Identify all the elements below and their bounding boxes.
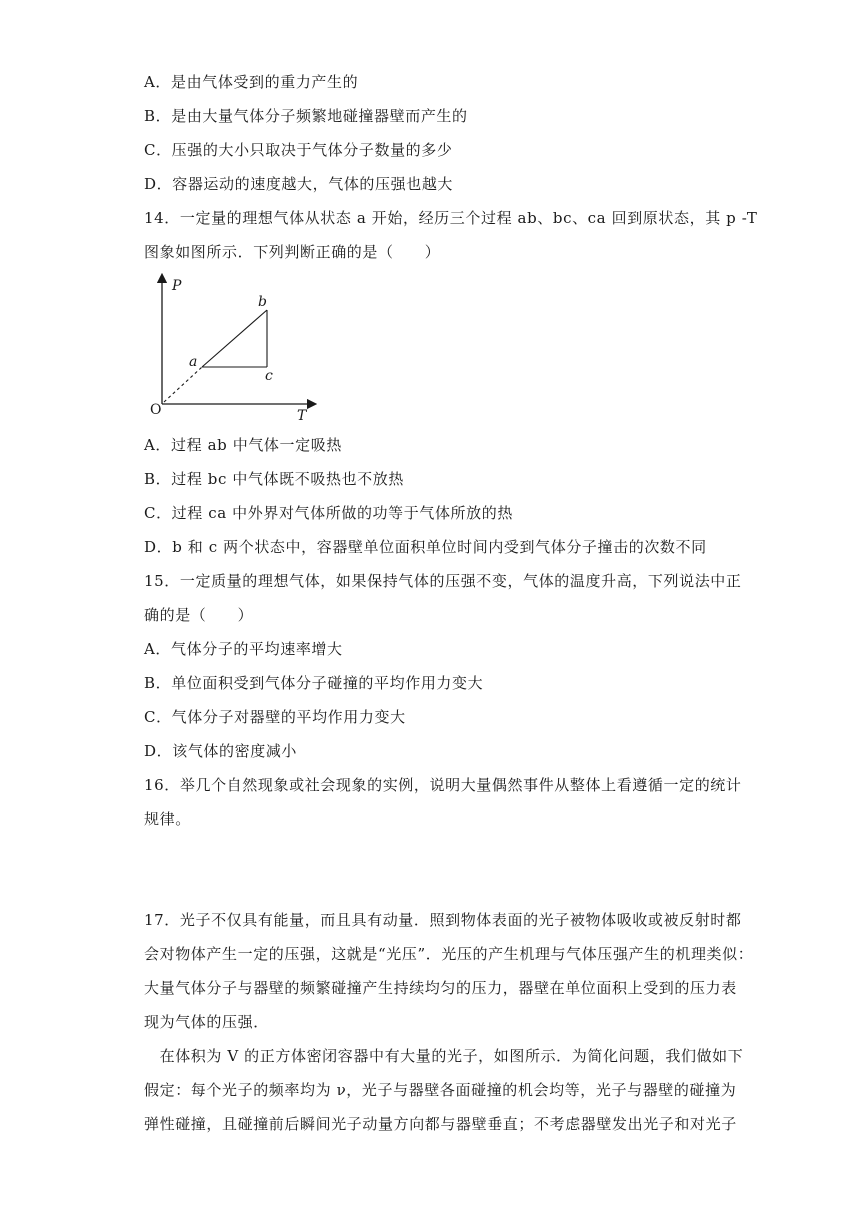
process-ab (202, 310, 267, 367)
q16-stem-line-1: 16．举几个自然现象或社会现象的实例，说明大量偶然事件从整体上看遵循一定的统计 (144, 776, 742, 794)
q17-para1-line-1: 17．光子不仅具有能量，而且具有动量．照到物体表面的光子被物体吸收或被反射时都 (144, 911, 742, 929)
q17-para1-line-2: 会对物体产生一定的压强，这就是“光压”．光压的产生机理与气体压强产生的机理类似： (144, 945, 754, 963)
axis-t-label: T (297, 408, 307, 420)
point-c-label: c (265, 368, 273, 384)
q13-option-d: D．容器运动的速度越大，气体的压强也越大 (144, 175, 454, 193)
q14-option-b: B．过程 bc 中气体既不吸热也不放热 (144, 470, 404, 488)
q13-option-a: A．是由气体受到的重力产生的 (144, 73, 359, 91)
q14-option-c: C．过程 ca 中外界对气体所做的功等于气体所放的热 (144, 504, 513, 522)
dashed-extension (164, 367, 202, 402)
q17-para1-line-3: 大量气体分子与器壁的频繁碰撞产生持续均匀的压力，器壁在单位面积上受到的压力表 (144, 979, 737, 997)
q15-option-a: A．气体分子的平均速率增大 (144, 640, 343, 658)
pt-diagram (144, 270, 324, 420)
axis-p-label: P (172, 278, 182, 294)
q14-stem-line-2: 图象如图所示．下列判断正确的是（ ） (144, 243, 441, 261)
q15-option-c: C．气体分子对器壁的平均作用力变大 (144, 708, 406, 726)
pt-diagram-svg (144, 270, 324, 420)
q16-stem-line-2: 规律。 (144, 810, 191, 828)
q15-stem-line-2: 确的是（ ） (144, 606, 254, 624)
q17-para2-line-2: 假定：每个光子的频率均为 ν，光子与器壁各面碰撞的机会均等，光子与器壁的碰撞为 (144, 1081, 737, 1099)
q13-option-c: C．压强的大小只取决于气体分子数量的多少 (144, 141, 453, 159)
q14-stem-line-1: 14．一定量的理想气体从状态 a 开始，经历三个过程 ab、bc、ca 回到原状态，其 p -T (144, 209, 758, 227)
q17-para2-line-3: 弹性碰撞，且碰撞前后瞬间光子动量方向都与器壁垂直；不考虑器壁发出光子和对光子 (144, 1115, 737, 1133)
point-a-label: a (189, 354, 198, 370)
origin-label: O (150, 402, 162, 418)
q13-option-b: B．是由大量气体分子频繁地碰撞器壁而产生的 (144, 107, 468, 125)
point-b-label: b (258, 294, 267, 310)
q14-option-d: D．b 和 c 两个状态中，容器壁单位面积单位时间内受到气体分子撞击的次数不同 (144, 538, 707, 556)
q15-option-d: D．该气体的密度减小 (144, 742, 298, 760)
q17-para1-line-4: 现为气体的压强． (144, 1013, 269, 1031)
q15-stem-line-1: 15．一定质量的理想气体，如果保持气体的压强不变，气体的温度升高，下列说法中正 (144, 572, 742, 590)
q17-para2-line-1: 在体积为 V 的正方体密闭容器中有大量的光子，如图所示．为简化问题，我们做如下 (144, 1047, 744, 1065)
q15-option-b: B．单位面积受到气体分子碰撞的平均作用力变大 (144, 674, 484, 692)
q14-option-a: A．过程 ab 中气体一定吸热 (144, 436, 342, 454)
